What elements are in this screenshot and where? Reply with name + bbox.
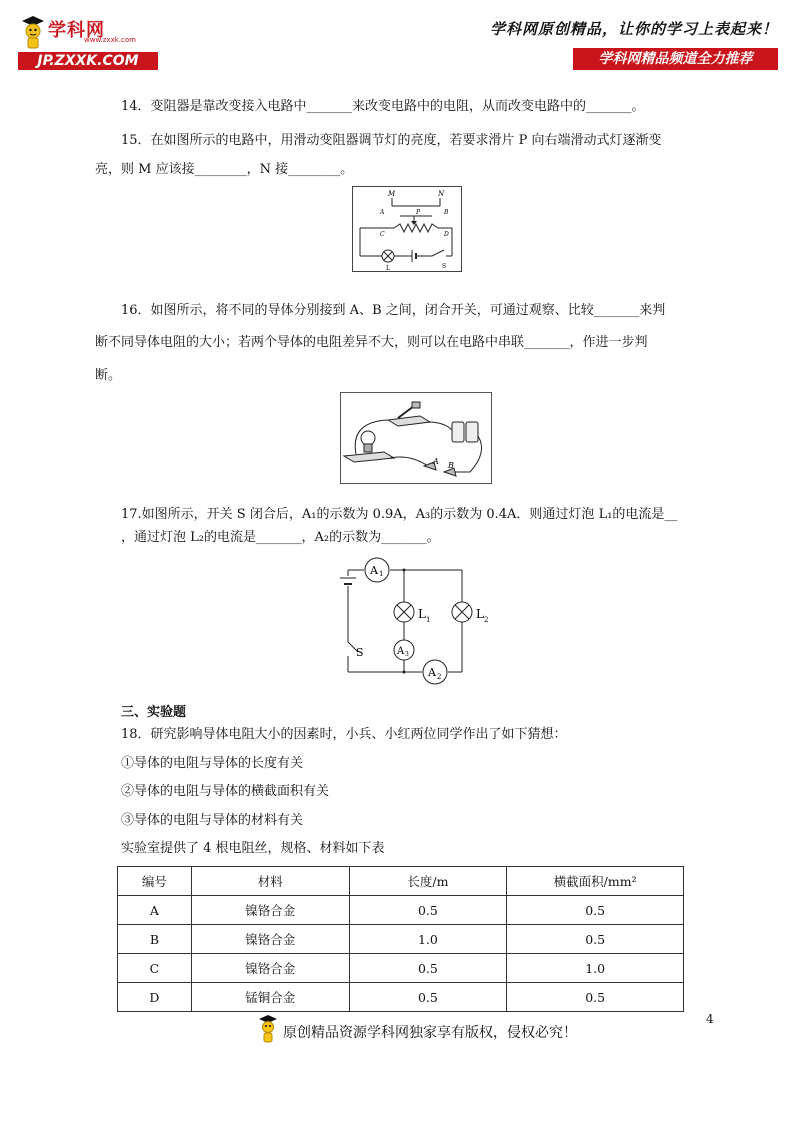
figure-15-circuit [352, 186, 462, 272]
table-row [118, 954, 684, 983]
table-cell: 0.5 [507, 896, 684, 925]
fig17-lamp-l2-letter: L [476, 607, 484, 621]
header-material: 材料 [191, 867, 349, 896]
footer-copyright: 原创精品资源学科网独家享有版权，侵权必究！ [283, 1025, 577, 1041]
fig15-label-p: P [416, 209, 421, 216]
table-cell: 1.0 [507, 954, 684, 983]
brand-subtitle: www.zxxk.com [84, 36, 136, 44]
mascot-footer-icon [258, 1014, 278, 1044]
fig17-switch-label: S [356, 646, 364, 659]
section-heading: 三、实验题 [121, 705, 187, 720]
brand-domain: JP.ZXXK.COM [18, 52, 158, 70]
fig15-label-l: L [386, 265, 390, 272]
question-18-intro: 18．研究影响导体电阻大小的因素时，小兵、小红两位同学作出了如下猜想： [121, 727, 567, 742]
header-slogan: 学科网原创精品，让你的学习上表起来！ [489, 20, 778, 38]
question-17-line-1: 17.如图所示，开关 S 闭合后，A₁的示数为 0.9A，A₃的示数为 0.4A．则通过灯泡 L₁的电流是__ [121, 507, 678, 522]
mascot-logo-icon [20, 14, 46, 50]
brand-name: 学科网 [48, 20, 105, 41]
table-cell: 0.5 [507, 983, 684, 1012]
hypothesis-3: ③导体的电阻与导体的材料有关 [121, 813, 304, 828]
hypothesis-2: ②导体的电阻与导体的横截面积有关 [121, 784, 330, 799]
fig17-ammeter-a1-letter: A [370, 564, 378, 577]
page-number: 4 [706, 1012, 714, 1026]
table-header-row [118, 867, 684, 896]
question-17-line-2: ，通过灯泡 L₂的电流是_______，A₂的示数为_______。 [121, 530, 440, 545]
figure-16-apparatus [340, 392, 492, 484]
fig16-label-b: B [448, 461, 454, 470]
table-cell: 0.5 [349, 896, 507, 925]
table-row [118, 925, 684, 954]
fig15-label-s: S [442, 263, 447, 270]
fig15-label-m: M [388, 190, 396, 198]
table-row [118, 896, 684, 925]
table-cell: B [118, 925, 192, 954]
hypothesis-1: ①导体的电阻与导体的长度有关 [121, 756, 304, 771]
table-row [118, 983, 684, 1012]
header-id: 编号 [118, 867, 192, 896]
question-15-line-1: 15．在如图所示的电路中，用滑动变阻器调节灯的亮度，若要求滑片 P 向右端滑动式灯逐渐变 [121, 133, 662, 148]
fig17-ammeter-a3-sub: 3 [405, 651, 409, 658]
table-cell: D [118, 983, 192, 1012]
table-cell: 0.5 [349, 983, 507, 1012]
table-cell: 镍铬合金 [191, 896, 349, 925]
question-16-line-2: 断不同导体电阻的大小；若两个导体的电阻差异不大，则可以在电路中串联_______，作进一步判 [95, 335, 648, 350]
table-cell: 镍铬合金 [191, 954, 349, 983]
table-cell: 0.5 [349, 954, 507, 983]
fig16-label-a: A [433, 457, 439, 466]
fig17-ammeter-a2-letter: A [428, 666, 436, 679]
fig17-lamp-l1-sub: 1 [426, 616, 431, 624]
figure-17-circuit [330, 556, 490, 686]
table-intro: 实验室提供了 4 根电阻丝，规格、材料如下表 [121, 841, 385, 856]
fig15-label-b: B [444, 209, 449, 216]
channel-banner: 学科网精品频道全力推荐 [573, 48, 778, 70]
fig15-label-a: A [380, 209, 385, 216]
table-cell: 0.5 [507, 925, 684, 954]
question-15-line-2: 亮，则 M 应该接________，N 接________。 [95, 162, 354, 177]
question-16-line-3: 断。 [95, 368, 122, 383]
table-cell: 锰铜合金 [191, 983, 349, 1012]
table-cell: A [118, 896, 192, 925]
table-cell: 1.0 [349, 925, 507, 954]
fig15-label-c: C [380, 231, 385, 238]
fig17-ammeter-a3-letter: A [397, 646, 405, 657]
fig17-lamp-l1-letter: L [418, 607, 426, 621]
resistance-wire-table [117, 866, 684, 1012]
table-cell: C [118, 954, 192, 983]
fig15-label-n: N [438, 190, 445, 198]
question-16-line-1: 16．如图所示，将不同的导体分别接到 A、B 之间，闭合开关，可通过观察、比较_______来判 [121, 303, 666, 318]
question-14: 14．变阻器是靠改变接入电路中_______来改变电路中的电阻，从而改变电路中的_______。 [121, 99, 645, 114]
fig17-ammeter-a1-sub: 1 [379, 570, 384, 578]
fig17-ammeter-a2-sub: 2 [437, 673, 442, 681]
fig17-lamp-l2-sub: 2 [484, 616, 489, 624]
header-area: 横截面积/mm² [507, 867, 684, 896]
fig15-label-d: D [444, 231, 449, 238]
header-length: 长度/m [349, 867, 507, 896]
table-cell: 镍铬合金 [191, 925, 349, 954]
